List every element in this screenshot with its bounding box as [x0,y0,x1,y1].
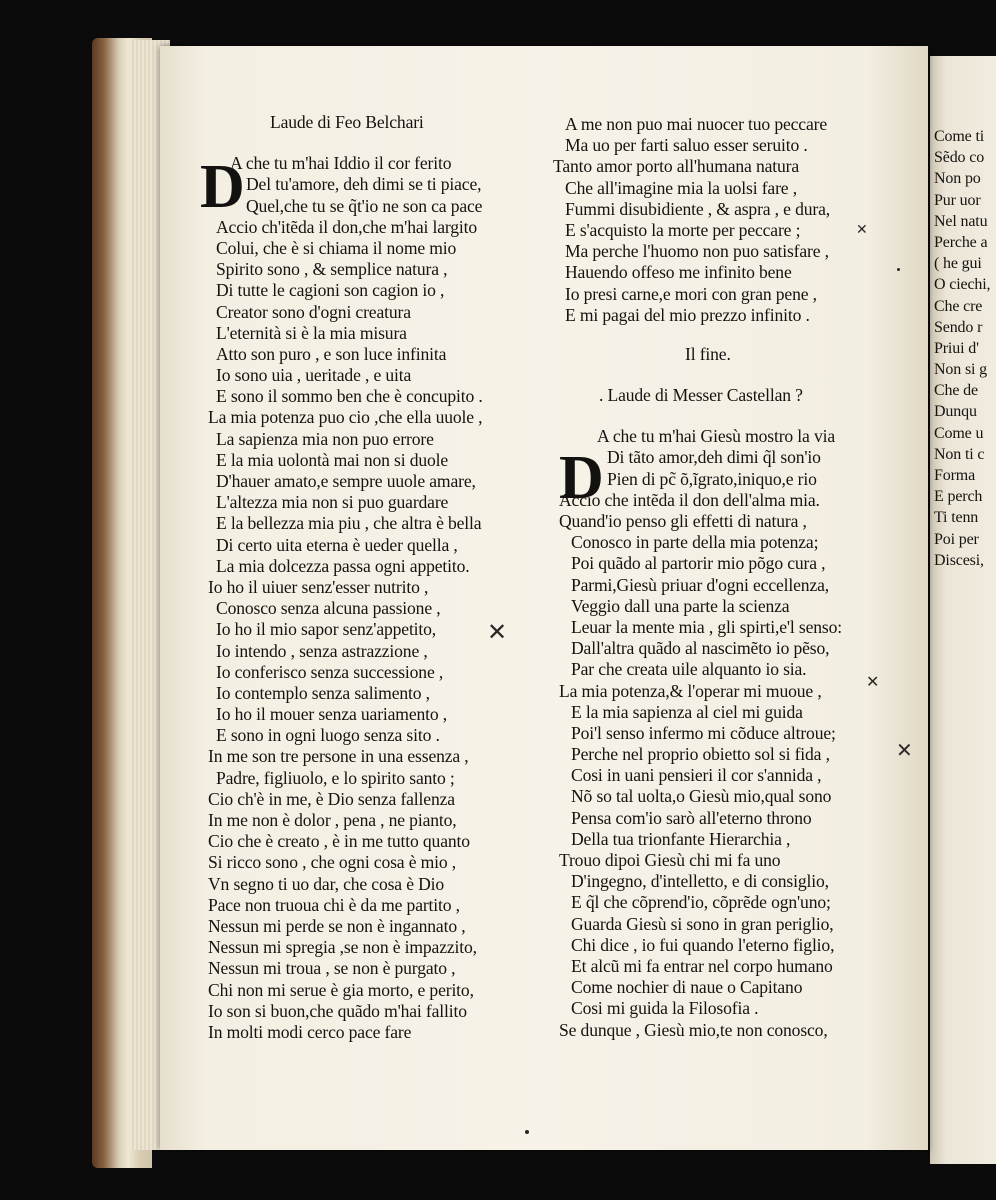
text-line: Cosi mi guida la Filosofia . [571,998,759,1019]
margin-cross-mark: ✕ [487,620,508,646]
text-line: Forma [934,467,976,484]
text-line: A me non puo mai nuocer tuo peccare [565,114,827,134]
text-line: Si ricco sono , che ogni cosa è mio , [208,852,457,873]
text-line: La mia potenza,& l'operar mi muoue , [559,680,822,701]
text-line: Poi'l senso infermo mi cõduce altroue; [571,722,836,743]
text-line: E la bellezza mia piu , che altra è bella [216,513,482,534]
margin-cross-mark: ✕ [866,674,880,691]
text-line: Pur uor [934,191,981,209]
text-line: Pien di pc̃ õ,ĩgrato,iniquo,e rio [607,468,817,489]
text-line: Io contemplo senza salimento , [216,682,430,703]
next-page-column [934,126,996,571]
text-line: Di tutte le cagioni son cagion io , [216,280,445,301]
text-line: Della tua trionfante Hierarchia , [571,828,791,849]
text-line: Io son si buon,che quãdo m'hai fallito [208,1000,467,1021]
text-line: Accio ch'itẽda il don,che m'hai largito [216,216,478,237]
text-line: E mi pagai del mio prezzo infinito . [565,304,810,325]
text-line: Discesi, [934,551,984,569]
drop-cap-right: D [559,444,604,512]
text-line: Accio che intẽda il don dell'alma mia. [559,489,820,510]
text-line: Chi dice , io fui quando l'eterno figlio, [571,934,835,955]
margin-cross-mark: ✕ [896,740,913,762]
text-line: Di tãto amor,deh dimi q̃l son'io [607,447,821,468]
text-line: Perche nel proprio obietto sol si fida , [571,744,830,765]
text-line: Et alcũ mi fa entrar nel corpo humano [571,955,833,976]
text-line: Di certo uita eterna è ueder quella , [216,534,458,555]
text-line: Cio ch'è in me, è Dio senza fallenza [208,788,455,809]
text-line: A che tu m'hai Iddio il cor ferito [230,153,452,174]
text-line: D'hauer amato,e sempre uuole amare, [216,471,476,491]
text-line: La sapienza mia non puo errore [216,428,434,449]
right-text-column [553,114,913,1041]
text-line: Perche a [934,233,988,251]
left-text-column [200,112,550,1043]
text-line: In me son tre persone in una essenza , [208,746,469,767]
right-poem-lines [553,426,913,1040]
text-line: D'ingegno, d'intelletto, e di consiglio, [571,871,829,892]
text-line: Hauendo offeso me infinito bene [565,262,792,283]
text-line: Come ti [934,128,985,145]
text-line: Che all'imagine mia la uolsi fare , [565,177,797,198]
second-poem-heading: . Laude di Messer Castellan ? [599,385,803,406]
text-line: E sono in ogni luogo senza sito . [216,725,440,746]
text-line: Come nochier di naue o Capitano [571,977,803,998]
text-line: Non po [934,170,981,188]
text-line: Parmi,Giesù priuar d'ogni eccellenza, [571,574,830,595]
text-line: Sendo r [934,318,983,336]
poem-heading: Laude di Feo Belchari [270,112,424,132]
text-line: Tanto amor porto all'humana natura [553,156,799,177]
text-line: Io presi carne,e mori con gran pene , [565,283,817,304]
text-line: Ma uo per farti saluo esser seruito . [565,135,808,156]
text-line: Poi quãdo al partorir mio põgo cura , [571,553,826,574]
text-line: Cio che è creato , è in me tutto quanto [208,831,470,852]
text-line: E sono il sommo ben che è concupito . [216,386,483,407]
text-line: Io sono uia , ueritade , e uita [216,365,412,386]
text-line: Creator sono d'ogni creatura [216,301,411,322]
text-line: Io ho il mouer senza uariamento , [216,704,448,725]
text-line: Che cre [934,297,983,315]
text-line: Ma perche l'huomo non puo satisfare , [565,241,829,262]
text-line: Spirito sono , & semplice natura , [216,259,448,280]
text-line: Come u [934,424,984,442]
right-poem-continuation [553,114,913,326]
text-line: Veggio dall una parte la scienza [571,595,790,616]
text-line: Fummi disubidiente , & aspra , e dura, [565,198,831,219]
text-line: E s'acquisto la morte per peccare ; [565,219,801,240]
text-line: Non si g [934,361,988,379]
text-line: Priui d' [934,339,979,357]
text-line: Dunqu [934,403,977,421]
text-line: Conosco senza alcuna passione , [216,598,441,619]
text-line: Sẽdo co [934,149,985,167]
text-line: Pensa com'io sarò all'eterno throno [571,807,812,828]
text-line: A che tu m'hai Giesù mostro la via [597,426,835,447]
text-line: Nessun mi troua , se non è purgato , [208,958,456,979]
text-line: In molti modi cerco pace fare [208,1021,412,1042]
fine-label: Il fine. [685,343,731,364]
ink-fleck [525,1130,529,1134]
text-line: Cosi in uani pensieri il cor s'annida , [571,765,822,786]
text-line: Padre, figliuolo, e lo spirito santo ; [216,767,455,788]
text-line: E la mia sapienza al ciel mi guida [571,701,803,722]
text-line: Quel,che tu se q̃t'io ne son ca pace [246,195,483,216]
text-line: In me non è dolor , pena , ne pianto, [208,810,457,830]
text-line: Leuar la mente mia , gli spirti,e'l senso: [571,616,842,637]
text-line: Trouo dipoi Giesù chi mi fa uno [559,850,781,870]
text-line: Poi per [934,530,979,548]
margin-cross-mark: ✕ [856,223,868,238]
text-line: Chi non mi serue è gia morto, e perito, [208,979,474,1000]
text-line: Pace non truoua chi è da me partito , [208,894,460,915]
text-line: Io ho il uiuer senz'esser nutrito , [208,576,429,597]
text-line: Quand'io penso gli effetti di natura , [559,511,807,531]
next-page-lines [934,126,996,571]
ink-fleck [897,268,900,271]
text-line: Nessun mi perde se non è ingannato , [208,915,466,936]
text-line: L'eternità si è la mia misura [216,322,407,343]
drop-cap-left: D [200,153,245,221]
text-line: O ciechi, [934,276,991,294]
text-line: Del tu'amore, deh dimi se ti piace, [246,174,482,195]
left-poem-lines [200,153,550,1043]
text-line: Conosco in parte della mia potenza; [571,532,819,553]
text-line: Guarda Giesù si sono in gran periglio, [571,913,834,934]
text-line: Atto son puro , e son luce infinita [216,343,447,364]
text-line: Vn segno ti uo dar, che cosa è Dio [208,873,445,894]
text-line: Nõ so tal uolta,o Giesù mio,qual sono [571,786,832,807]
text-line: Par che creata uile alquanto io sia. [571,659,807,680]
text-line: Io conferisco senza successione , [216,661,444,682]
text-line: L'altezza mia non si puo guardare [216,492,449,513]
text-line: Ti tenn [934,509,979,527]
text-line: ( he gui [934,255,982,273]
text-line: Dall'altra quãdo al nascimẽto io pẽso, [571,638,830,659]
text-line: La mia potenza puo cio ,che ella uuole , [208,407,483,428]
text-line: Io ho il mio sapor senz'appetito, [216,619,437,640]
text-line: La mia dolcezza passa ogni appetito. [216,555,470,576]
text-line: E perch [934,488,983,506]
text-line: Colui, che è si chiama il nome mio [216,237,457,258]
text-line: E q̃l che cõprend'io, cõprẽde ogn'uno; [571,892,831,913]
text-line: E la mia uolontà mai non si duole [216,449,449,470]
text-line: Che de [934,382,978,400]
text-line: Nessun mi spregia ,se non è impazzito, [208,937,477,958]
text-line: Non ti c [934,445,985,463]
text-line: Nel natu [934,212,988,230]
text-line: Se dunque , Giesù mio,te non conosco, [559,1019,828,1040]
text-line: Io intendo , senza astrazzione , [216,640,428,661]
